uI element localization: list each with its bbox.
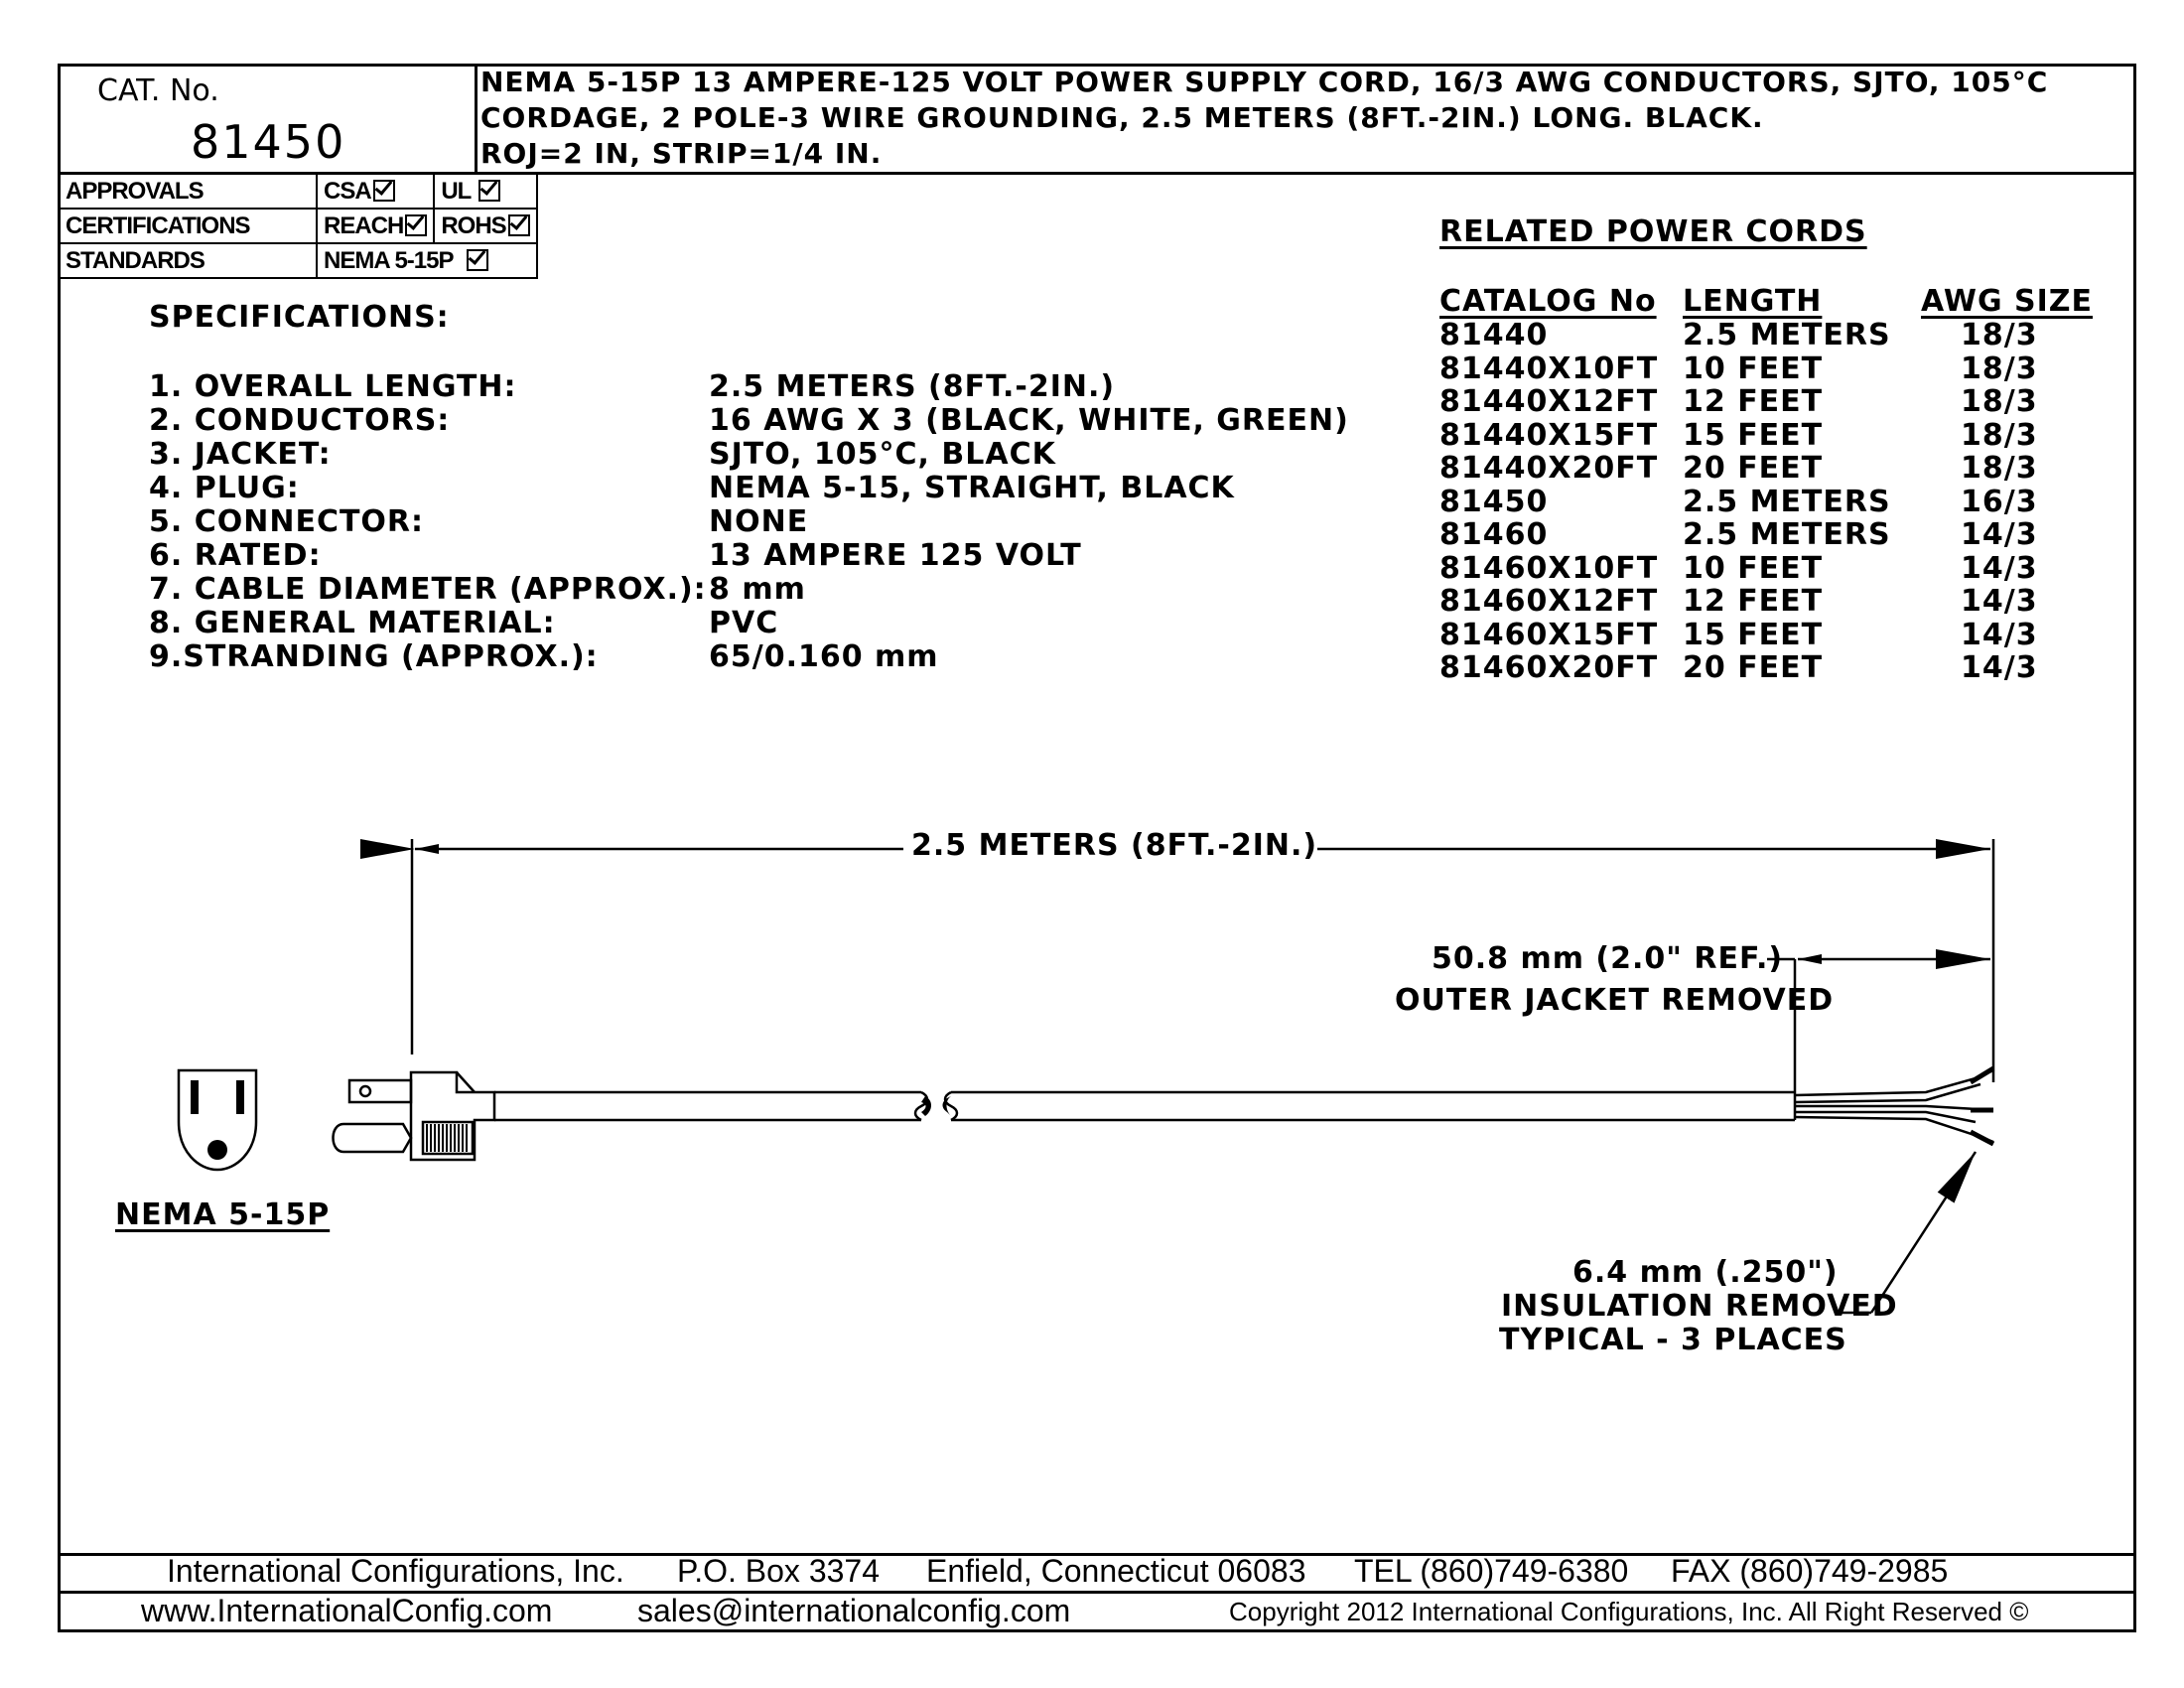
footer-website-link[interactable]: www.InternationalConfig.com [141,1593,553,1628]
wire-tip-1 [1971,1068,1993,1082]
related-catalog: 81460 [1439,517,1549,552]
related-catalog: 81440X20FT [1439,451,1659,486]
related-length: 2.5 METERS [1683,318,1891,352]
spec-label: 5. CONNECTOR: [149,504,425,539]
spec-label: 4. PLUG: [149,471,300,505]
strip-note-2: TYPICAL - 3 PLACES [1499,1323,1847,1357]
footer-copyright: Copyright 2012 International Configurations, Inc. All Right Reserved © [1229,1597,2029,1626]
related-catalog: 81460X12FT [1439,584,1659,619]
related-awg: 16/3 [1961,484,2038,519]
spec-value: 16 AWG X 3 (BLACK, WHITE, GREEN) [709,403,1349,438]
spec-value: 2.5 METERS (8FT.-2IN.) [709,369,1116,404]
cat-label: CAT. No. [97,73,219,108]
related-catalog: 81460X10FT [1439,550,1659,586]
csa-label: CSA [324,177,371,205]
related-awg: 18/3 [1961,318,2038,352]
related-heading: RELATED POWER CORDS [1439,214,1867,249]
cat-number: 81450 [191,115,346,169]
footer-pobox: P.O. Box 3374 [677,1553,880,1589]
plug-label: NEMA 5-15P [115,1197,331,1232]
overall-dim-label: 2.5 METERS (8FT.-2IN.) [911,828,1318,863]
spec-label: 9.STRANDING (APPROX.): [149,639,599,674]
spec-label: 7. CABLE DIAMETER (APPROX.): [149,572,707,607]
ul-label: UL [441,177,471,205]
spec-label: 8. GENERAL MATERIAL: [149,606,556,640]
reach-label: REACH [324,211,404,239]
spec-label: 3. JACKET: [149,437,332,472]
related-length: 2.5 METERS [1683,517,1891,552]
standards-label: STANDARDS [59,243,317,278]
related-col-awg: AWG SIZE [1921,284,2094,319]
footer-address: Enfield, Connecticut 06083 [926,1553,1306,1589]
related-awg: 14/3 [1961,550,2038,586]
spec-value: 8 mm [709,572,806,607]
plug-grip-lines [427,1124,467,1152]
related-awg: 18/3 [1961,384,2038,419]
footer-email-link[interactable]: sales@internationalconfig.com [637,1593,1071,1628]
related-length: 10 FEET [1683,550,1824,586]
related-length: 12 FEET [1683,384,1824,419]
description-line-2: CORDAGE, 2 POLE-3 WIRE GROUNDING, 2.5 METERS (8FT.-2IN.) LONG. BLACK. [480,101,1764,134]
overall-dim-arrow-left [415,844,439,854]
related-awg: 14/3 [1961,650,2038,685]
related-catalog: 81440X12FT [1439,384,1659,419]
footer-tel: TEL (860)749-6380 [1354,1553,1629,1589]
related-awg: 18/3 [1961,351,2038,386]
spec-label: 2. CONDUCTORS: [149,403,451,438]
wire-tip-3 [1971,1132,1993,1144]
spec-value: NONE [709,504,809,539]
stripped-wires [1795,1070,1993,1142]
related-catalog: 81460X20FT [1439,650,1659,685]
specifications-heading: SPECIFICATIONS: [149,300,450,335]
related-awg: 14/3 [1961,584,2038,619]
rohs-label: ROHS [441,211,506,239]
related-length: 2.5 METERS [1683,484,1891,519]
strip-dim-label: 6.4 mm (.250") [1572,1255,1839,1290]
jacket-dim-label: 50.8 mm (2.0" REF.) [1432,941,1784,976]
related-catalog: 81450 [1439,484,1549,519]
related-awg: 14/3 [1961,517,2038,552]
related-catalog: 81440X15FT [1439,417,1659,453]
jacket-dim-arrow-left [1798,954,1822,964]
description-line-3: ROJ=2 IN, STRIP=1/4 IN. [480,137,883,170]
related-length: 20 FEET [1683,650,1824,685]
description-line-1: NEMA 5-15P 13 AMPERE-125 VOLT POWER SUPPLY CORD, 16/3 AWG CONDUCTORS, SJTO, 105°C [480,66,2049,98]
nema-standard-label: NEMA 5-15P [324,246,454,274]
spec-value: NEMA 5-15, STRAIGHT, BLACK [709,471,1235,505]
related-length: 20 FEET [1683,451,1824,486]
related-length: 12 FEET [1683,584,1824,619]
spec-label: 1. OVERALL LENGTH: [149,369,517,404]
spec-label: 6. RATED: [149,538,322,573]
related-catalog: 81440 [1439,318,1549,352]
related-length: 10 FEET [1683,351,1824,386]
certifications-label: CERTIFICATIONS [59,209,317,243]
related-catalog: 81440X10FT [1439,351,1659,386]
jacket-note-label: OUTER JACKET REMOVED [1395,983,1835,1018]
cord-body [494,1092,1795,1120]
spec-value: 65/0.160 mm [709,639,939,674]
related-awg: 14/3 [1961,617,2038,652]
related-awg: 18/3 [1961,417,2038,453]
related-col-catalog: CATALOG No [1439,284,1657,319]
plug-body [334,1072,495,1160]
related-catalog: 81460X15FT [1439,617,1659,652]
related-col-length: LENGTH [1683,284,1823,319]
nema-slot-left [191,1080,199,1114]
spec-value: 13 AMPERE 125 VOLT [709,538,1082,573]
nema-slot-right [236,1080,244,1114]
footer-fax: FAX (860)749-2985 [1671,1553,1949,1589]
related-awg: 18/3 [1961,451,2038,486]
related-length: 15 FEET [1683,617,1824,652]
spec-value: SJTO, 105°C, BLACK [709,437,1056,472]
nema-ground-pin [207,1140,227,1160]
approvals-label: APPROVALS [59,174,317,209]
spec-value: PVC [709,606,779,640]
footer-company: International Configurations, Inc. [167,1553,624,1589]
related-length: 15 FEET [1683,417,1824,453]
strip-note-1: INSULATION REMOVED [1501,1289,1898,1324]
